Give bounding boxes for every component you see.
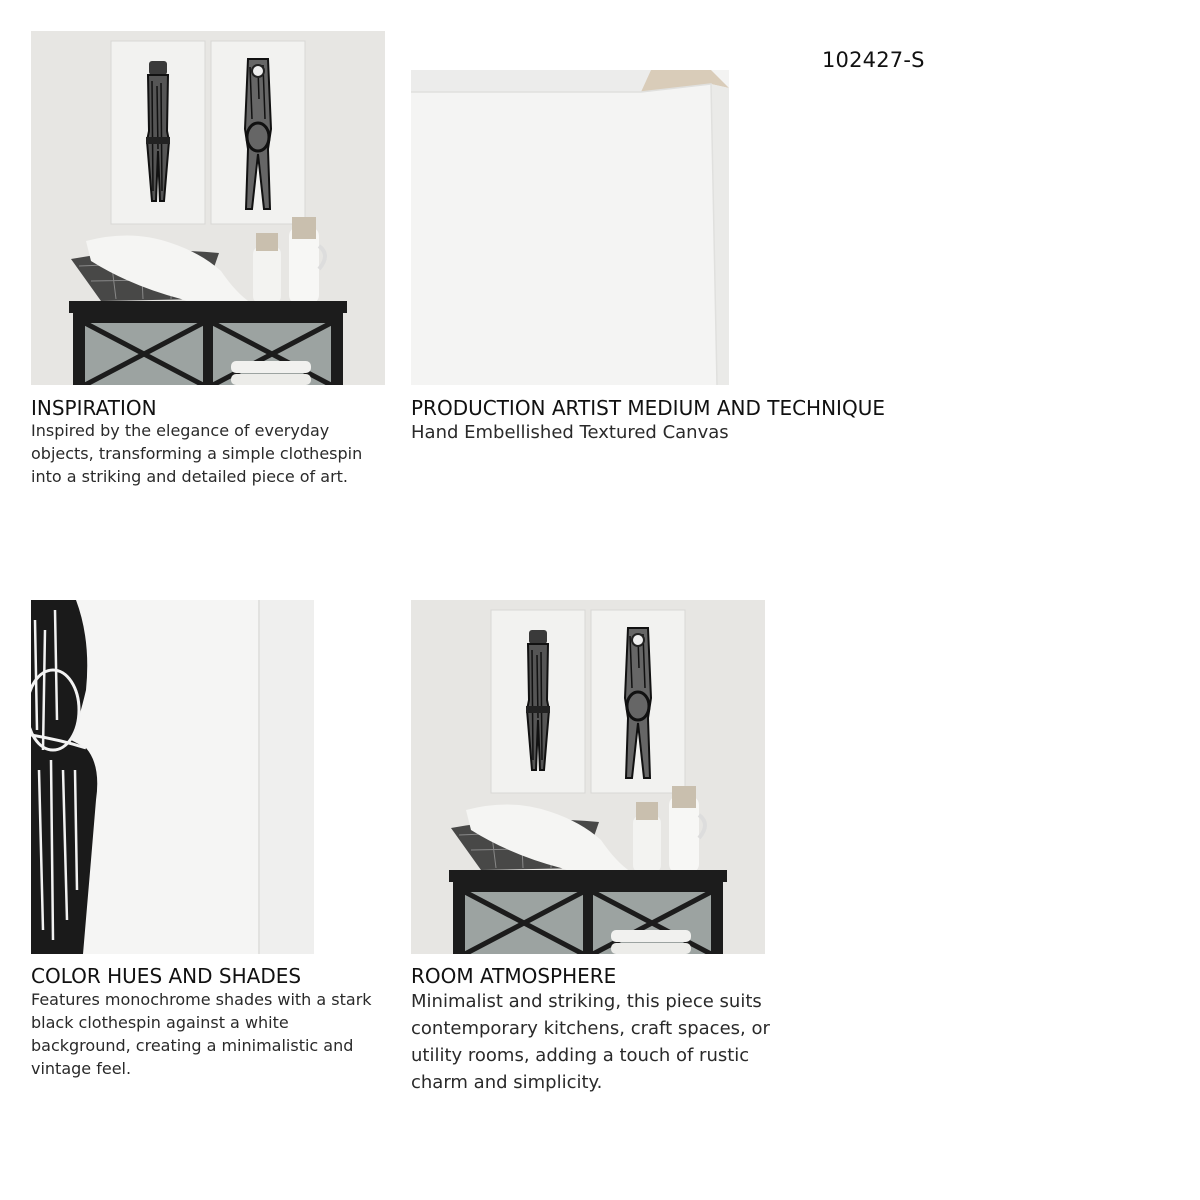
medium-heading: PRODUCTION ARTIST MEDIUM AND TECHNIQUE — [411, 396, 885, 420]
room-heading: ROOM ATMOSPHERE — [411, 964, 617, 988]
inspiration-heading: INSPIRATION — [31, 396, 157, 420]
color-text: Features monochrome shades with a stark black clothespin against a white background, creating a minimalistic and vintage feel. — [31, 990, 372, 1078]
room-atmosphere-photo — [411, 600, 765, 954]
product-code: 102427-S — [822, 48, 925, 72]
room-text: Minimalist and striking, this piece suits contemporary kitchens, craft spaces, or utility rooms, adding a touch of rustic charm and simplicity. — [411, 991, 770, 1093]
medium-text: Hand Embellished Textured Canvas — [411, 422, 729, 443]
room-scene-photo — [31, 31, 385, 385]
inspiration-text: Inspired by the elegance of everyday objects, transforming a simple clothespin into a striking and detailed piece of art. — [31, 421, 363, 486]
canvas-corner-closeup — [411, 70, 729, 385]
color-heading: COLOR HUES AND SHADES — [31, 964, 302, 988]
clothespin-detail-closeup — [31, 600, 314, 954]
